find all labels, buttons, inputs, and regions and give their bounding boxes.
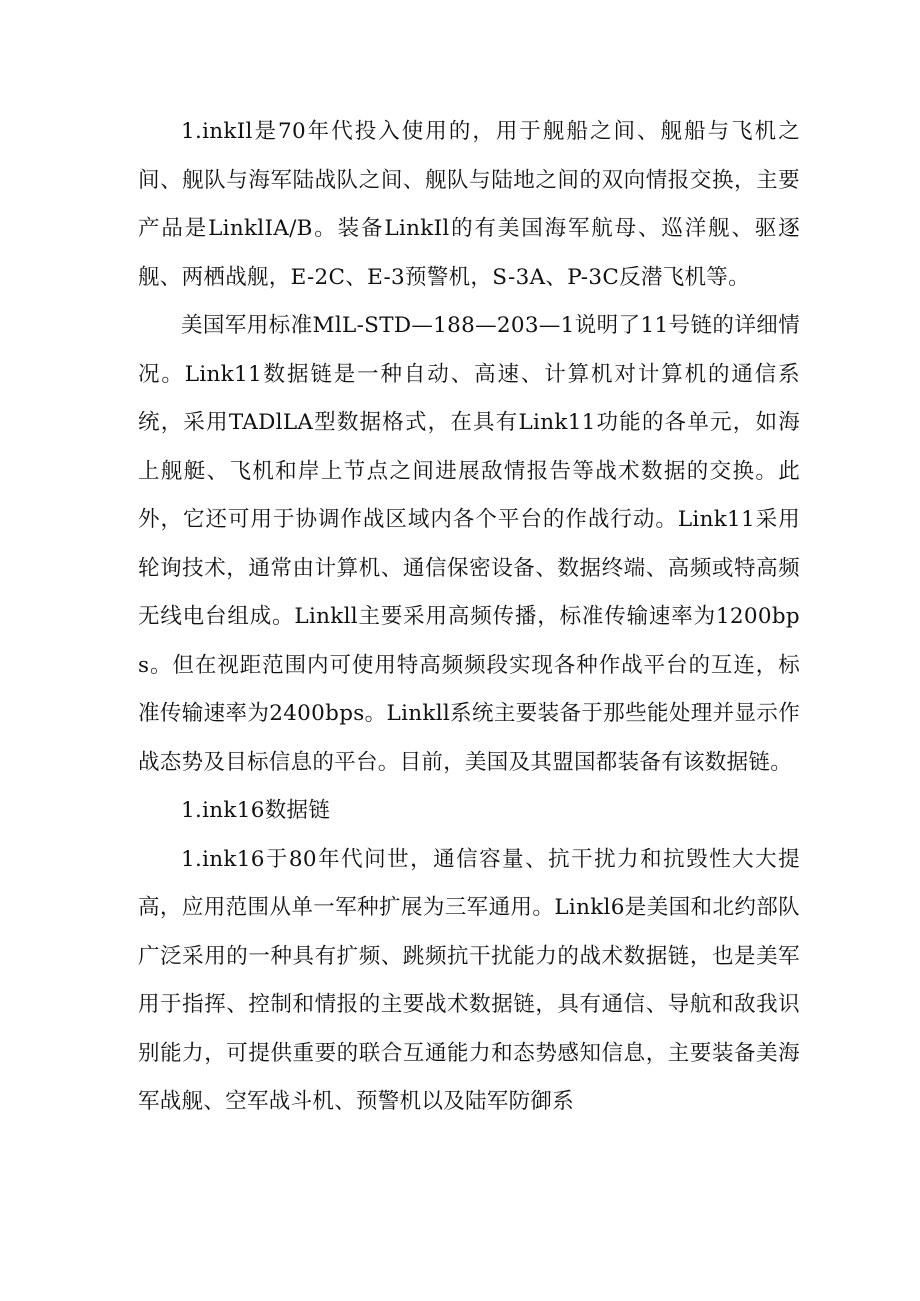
document-body: [138, 108, 800, 1127]
paragraph-link11-intro: 1.inkIl是70年代投入使用的，用于舰船之间、舰船与飞机之间、舰队与海军陆战队之间、舰队与陆地之间的双向情报交换，主要产品是LinklIA/B。装备LinkIl的有美国海军航母、巡洋舰、驱逐舰、两栖战舰，E-2C、E-3预警机，S-3A、P-3C反潜飞机等。: [138, 119, 800, 290]
paragraph-link11-standard: 美国军用标准MlL-STD—188—203—1说明了11号链的详细情况。Link11数据链是一种自动、高速、计算机对计算机的通信系统，采用TADlLA型数据格式，在具有Link11功能的各单元，如海上舰艇、飞机和岸上节点之间进展敌情报告等战术数据的交换。此外，它还可用于协调作战区域内各个平台的作战行动。Link11采用轮询技术，通常由计算机、通信保密设备、数据终端、高频或特高频无线电台组成。Linkll主要采用高频传播，标准传输速率为1200bps。但在视距范围内可使用特高频频段实现各种作战平台的互连，标准传输速率为2400bps。Linkll系统主要装备于那些能处理并显示作战态势及目标信息的平台。目前，美国及其盟国都装备有该数据链。: [138, 313, 800, 775]
section-heading-link16: 1.ink16数据链: [181, 798, 331, 823]
paragraph-link16-intro: 1.ink16于80年代问世，通信容量、抗干扰力和抗毁性大大提高，应用范围从单一军种扩展为三军通用。Linkl6是美国和北约部队广泛采用的一种具有扩频、跳频抗干扰能力的战术数据链，也是美军用于指挥、控制和情报的主要战术数据链，具有通信、导航和敌我识别能力，可提供重要的联合互通能力和态势感知信息，主要装备美海军战舰、空军战斗机、预警机以及陆军防御系: [138, 846, 800, 1114]
